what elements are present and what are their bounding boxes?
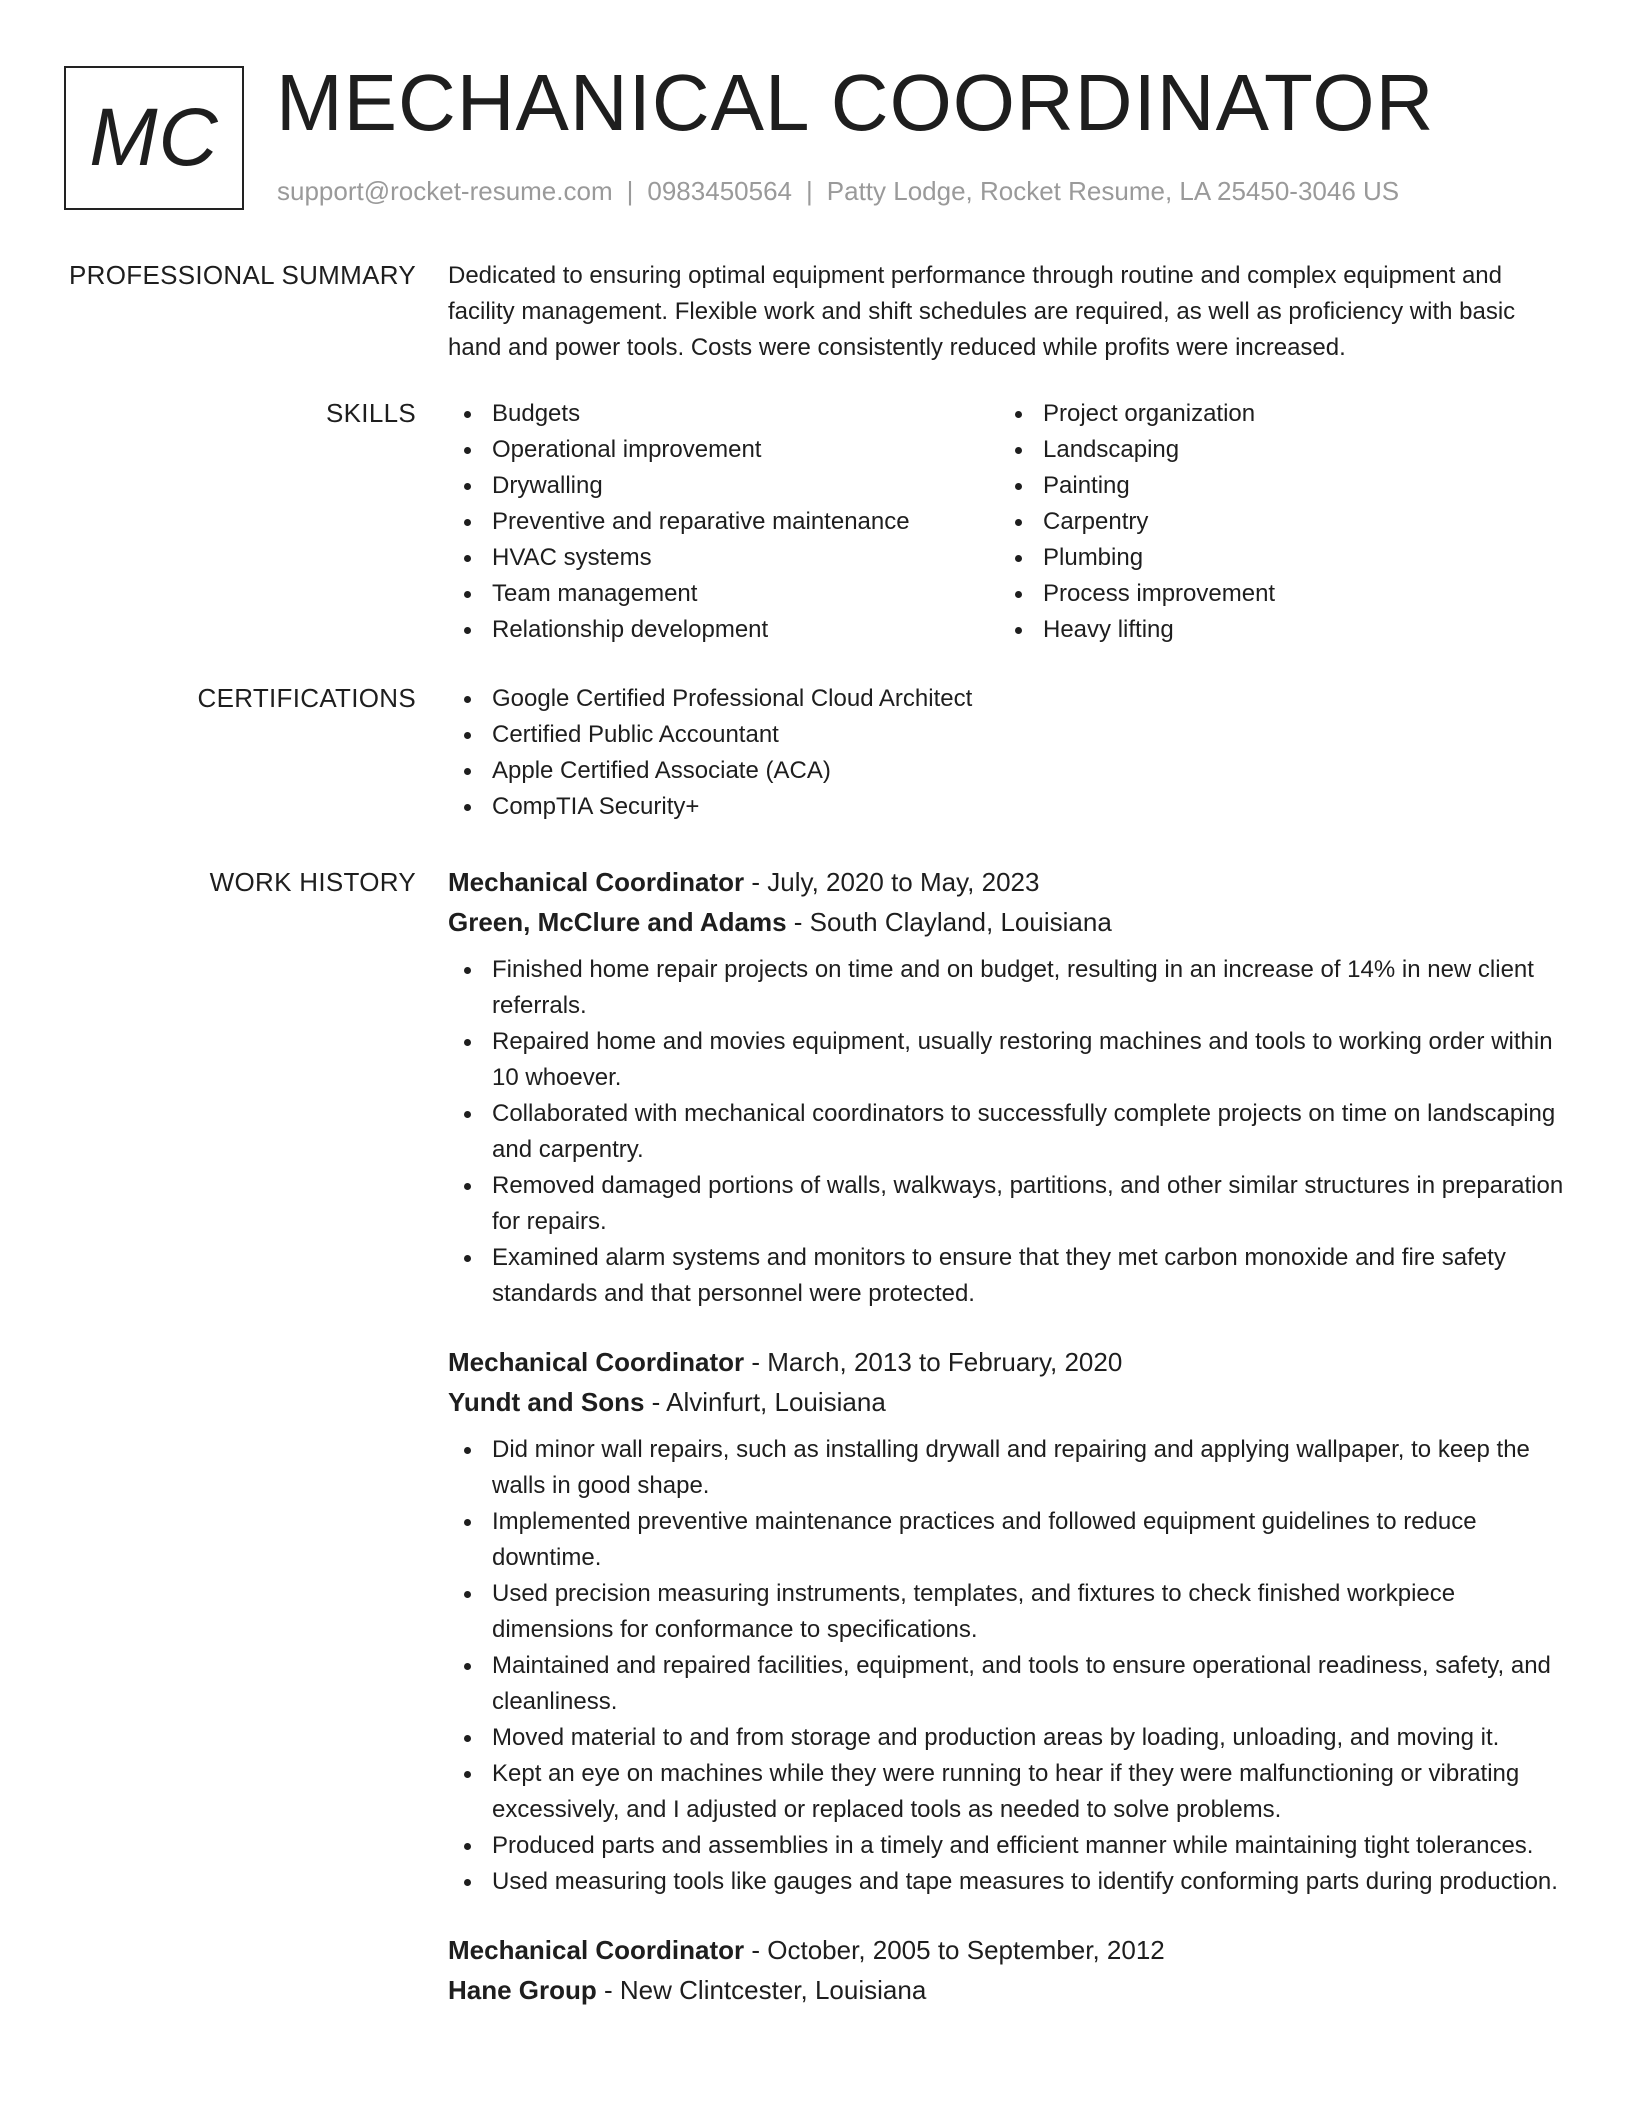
contact-phone: 0983450564 — [647, 176, 792, 206]
list-item: Team management — [448, 576, 999, 612]
list-item: Examined alarm systems and monitors to ensure that they met carbon monoxide and fire safety standards and that personnel were protected. — [448, 1240, 1572, 1312]
list-item: Plumbing — [999, 540, 1550, 576]
certifications-list — [448, 681, 1572, 825]
skills-columns — [448, 396, 1572, 648]
job-bullet-list — [448, 952, 1572, 1312]
job-entry — [448, 862, 1572, 1312]
list-item: Operational improvement — [448, 432, 999, 468]
job-role: Mechanical Coordinator — [448, 867, 745, 897]
list-item: Painting — [999, 468, 1550, 504]
job-role: Mechanical Coordinator — [448, 1935, 745, 1965]
list-item: Heavy lifting — [999, 612, 1550, 648]
skills-title: SKILLS — [326, 398, 416, 428]
list-item: Implemented preventive maintenance practices and followed equipment guidelines to reduce downtime. — [448, 1504, 1572, 1576]
contact-separator: | — [806, 176, 813, 206]
job-bullet-list — [448, 1432, 1572, 1900]
job-location: - Alvinfurt, Louisiana — [644, 1387, 886, 1417]
list-item: Did minor wall repairs, such as installing drywall and repairing and applying wallpaper, to keep the walls in good shape. — [448, 1432, 1572, 1504]
list-item: Carpentry — [999, 504, 1550, 540]
list-item: Apple Certified Associate (ACA) — [448, 753, 1572, 789]
monogram-box — [64, 66, 244, 210]
certifications-title: CERTIFICATIONS — [197, 683, 416, 713]
list-item: Google Certified Professional Cloud Architect — [448, 681, 1572, 717]
job-company: Yundt and Sons — [448, 1387, 645, 1417]
contact-address: Patty Lodge, Rocket Resume, LA 25450-3046 US — [826, 176, 1400, 206]
list-item: Kept an eye on machines while they were running to hear if they were malfunctioning or vibrating excessively, and I adjusted or replaced tools as needed to solve problems. — [448, 1756, 1572, 1828]
work-history-body — [448, 862, 1572, 2040]
job-company-line — [448, 1382, 1572, 1422]
list-item: Moved material to and from storage and production areas by loading, unloading, and moving it. — [448, 1720, 1572, 1756]
list-item: Produced parts and assemblies in a timely and efficient manner while maintaining tight tolerances. — [448, 1828, 1572, 1864]
list-item: Preventive and reparative maintenance — [448, 504, 999, 540]
job-title-line — [448, 1342, 1572, 1382]
candidate-name: MECHANICAL COORDINATOR — [276, 58, 1435, 147]
job-company-line — [448, 902, 1572, 942]
job-entry — [448, 1930, 1572, 2010]
job-company: Green, McClure and Adams — [448, 907, 787, 937]
job-location: - South Clayland, Louisiana — [786, 907, 1112, 937]
contact-email: support@rocket-resume.com — [277, 176, 613, 206]
certifications-body — [448, 681, 1572, 825]
job-entry — [448, 1342, 1572, 1900]
job-title-line — [448, 862, 1572, 902]
list-item: Removed damaged portions of walls, walkways, partitions, and other similar structures in preparation for repairs. — [448, 1168, 1572, 1240]
list-item: CompTIA Security+ — [448, 789, 1572, 825]
list-item: Drywalling — [448, 468, 999, 504]
job-dates: - March, 2013 to February, 2020 — [744, 1347, 1123, 1377]
list-item: Budgets — [448, 396, 999, 432]
job-dates: - July, 2020 to May, 2023 — [744, 867, 1040, 897]
job-company: Hane Group — [448, 1975, 597, 2005]
summary-title: PROFESSIONAL SUMMARY — [69, 260, 416, 290]
list-item: Maintained and repaired facilities, equipment, and tools to ensure operational readiness, safety, and cleanliness. — [448, 1648, 1572, 1720]
list-item: Collaborated with mechanical coordinators to successfully complete projects on time on landscaping and carpentry. — [448, 1096, 1572, 1168]
list-item: Repaired home and movies equipment, usually restoring machines and tools to working order within 10 whoever. — [448, 1024, 1572, 1096]
work-history-title: WORK HISTORY — [209, 867, 416, 897]
monogram-initials: MC — [89, 92, 219, 183]
job-location: - New Clintcester, Louisiana — [596, 1975, 927, 2005]
list-item: Certified Public Accountant — [448, 717, 1572, 753]
job-company-line — [448, 1970, 1572, 2010]
list-item: Process improvement — [999, 576, 1550, 612]
list-item: Used precision measuring instruments, templates, and fixtures to check finished workpiece dimensions for conformance to specifications. — [448, 1576, 1572, 1648]
list-item: Relationship development — [448, 612, 999, 648]
list-item: Finished home repair projects on time and on budget, resulting in an increase of 14% in new client referrals. — [448, 952, 1572, 1024]
skills-list-right — [999, 396, 1550, 648]
contact-separator: | — [626, 176, 634, 206]
skills-list-left — [448, 396, 999, 648]
job-title-line — [448, 1930, 1572, 1970]
contact-line — [277, 174, 1399, 208]
list-item: Used measuring tools like gauges and tape measures to identify conforming parts during production. — [448, 1864, 1572, 1900]
list-item: HVAC systems — [448, 540, 999, 576]
job-role: Mechanical Coordinator — [448, 1347, 745, 1377]
summary-text: Dedicated to ensuring optimal equipment performance through routine and complex equipment and facility management. Flexible work and shift schedules are required, as well as proficiency with basic hand and power tools. Costs were consistently reduced while profits were increased. — [448, 262, 1516, 361]
list-item: Project organization — [999, 396, 1550, 432]
job-dates: - October, 2005 to September, 2012 — [744, 1935, 1165, 1965]
list-item: Landscaping — [999, 432, 1550, 468]
